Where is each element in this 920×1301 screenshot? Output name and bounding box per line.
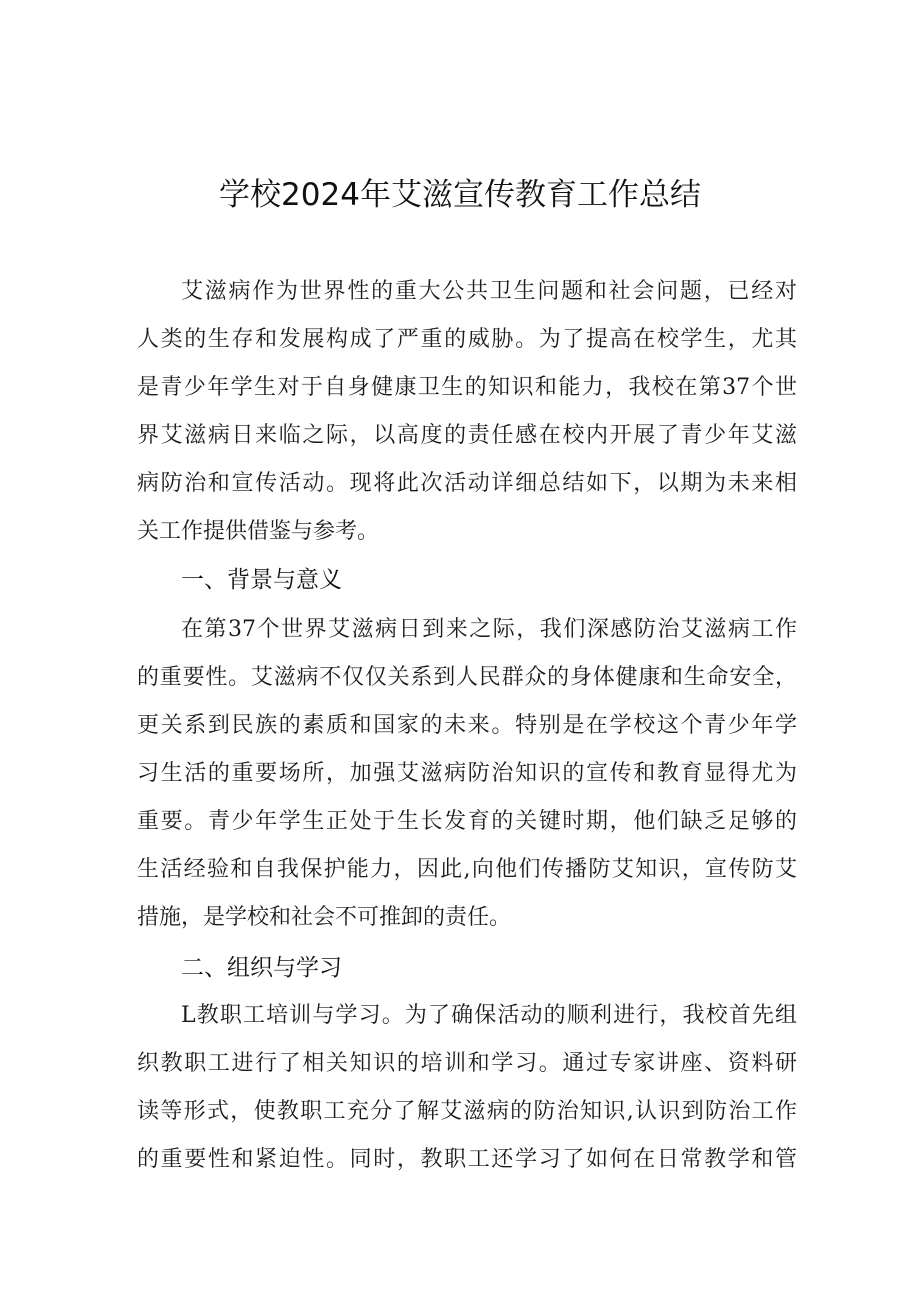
section1-line-1: 在第37个世界艾滋病日到来之际，我们深感防治艾滋病工作 — [181, 617, 797, 642]
intro-line-5: 病防治和宣传活动。现将此次活动详细总结如下，以期为未来相 — [137, 471, 797, 496]
document-title: 学校2024年艾滋宣传教育工作总结 — [219, 177, 701, 213]
section1-line-2: 的重要性。艾滋病不仅仅关系到人民群众的身体健康和生命安全， — [137, 665, 797, 690]
section1-line-5: 重要。青少年学生正处于生长发育的关键时期，他们缺乏足够的 — [137, 809, 797, 834]
section2-line-4: 的重要性和紧迫性。同时，教职工还学习了如何在日常教学和管 — [137, 1147, 797, 1172]
intro-line-3: 是青少年学生对于自身健康卫生的知识和能力，我校在第37个世 — [137, 375, 797, 400]
section1-line-4: 习生活的重要场所，加强艾滋病防治知识的宣传和教育显得尤为 — [137, 761, 797, 786]
section2-line-1: L教职工培训与学习。为了确保活动的顺利进行，我校首先组 — [181, 1003, 797, 1028]
section1-line-6: 生活经验和自我保护能力，因此,向他们传播防艾知识，宣传防艾 — [137, 857, 797, 882]
intro-line-1: 艾滋病作为世界性的重大公共卫生问题和社会问题，已经对 — [181, 279, 797, 304]
intro-line-2: 人类的生存和发展构成了严重的威胁。为了提高在校学生，尤其 — [137, 327, 797, 352]
section2-line-2: 织教职工进行了相关知识的培训和学习。通过专家讲座、资料研 — [137, 1051, 797, 1076]
section-heading-background: 一、背景与意义 — [181, 567, 342, 593]
section1-line-3: 更关系到民族的素质和国家的未来。特别是在学校这个青少年学 — [137, 713, 797, 738]
intro-line-4: 界艾滋病日来临之际，以高度的责任感在校内开展了青少年艾滋 — [137, 423, 797, 448]
section1-line-7: 措施，是学校和社会不可推卸的责任。 — [137, 905, 512, 930]
section-heading-organization: 二、组织与学习 — [181, 955, 342, 981]
section2-line-3: 读等形式，使教职工充分了解艾滋病的防治知识,认识到防治工作 — [137, 1099, 797, 1124]
intro-line-6: 关工作提供借鉴与参考。 — [137, 519, 380, 544]
